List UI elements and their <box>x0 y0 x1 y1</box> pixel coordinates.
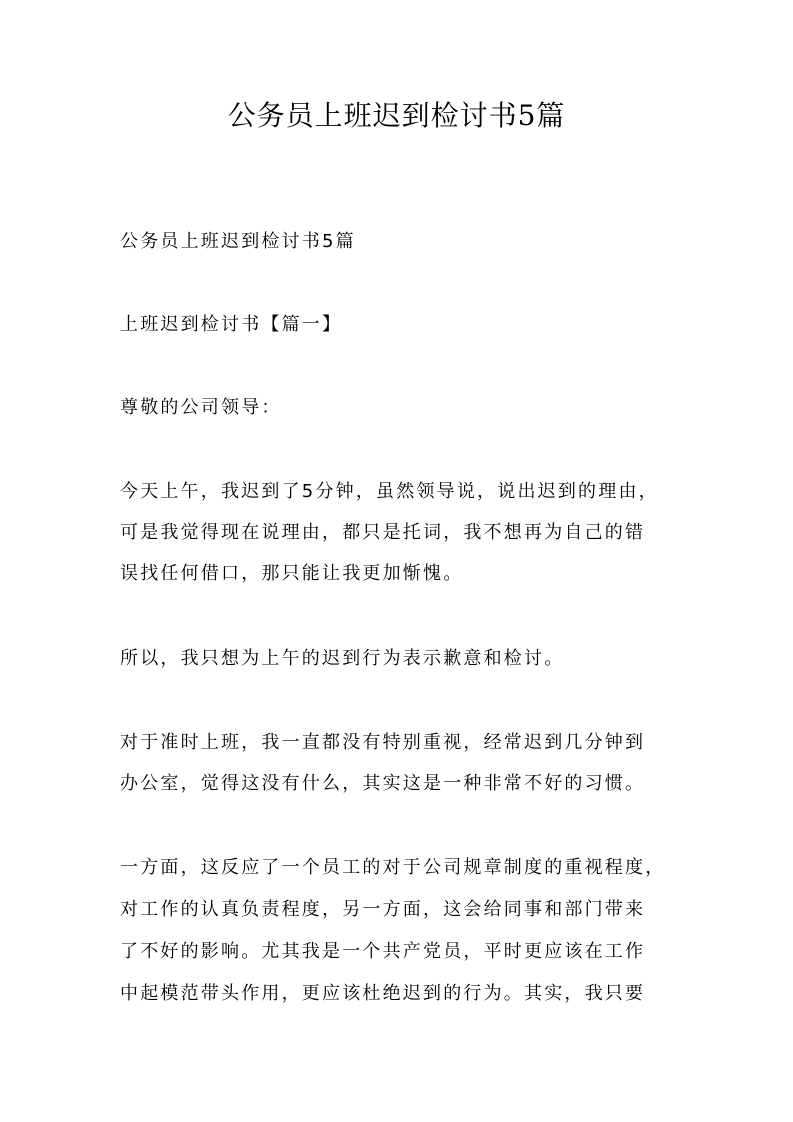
paragraph-line: 一方面，这反应了一个员工的对于公司规章制度的重视程度， <box>120 857 666 878</box>
paragraph-salutation <box>120 394 676 422</box>
paragraph-line: 所以，我只想为上午的迟到行为表示歉意和检讨。 <box>120 648 565 669</box>
paragraph-section-heading <box>120 311 676 339</box>
paragraph-1 <box>120 478 676 601</box>
paragraph-line: 中起模范带头作用，更应该杜绝迟到的行为。其实，我只要 <box>120 983 646 1004</box>
paragraph-line: 对工作的认真负责程度，另一方面，这会给同事和部门带来 <box>120 899 646 920</box>
paragraph-line: 尊敬的公司领导： <box>120 397 282 418</box>
paragraph-line: 误找任何借口，那只能让我更加惭愧。 <box>120 563 464 584</box>
paragraph-4 <box>120 854 676 1022</box>
paragraph-line: 对于准时上班，我一直都没有特别重视，经常迟到几分钟到 <box>120 732 646 753</box>
paragraph-2 <box>120 645 676 673</box>
paragraph-3 <box>120 729 676 811</box>
paragraph-line: 上班迟到检讨书【篇一】 <box>120 314 343 335</box>
paragraph-subtitle <box>120 228 676 256</box>
document-title: 公务员上班迟到检讨书5篇 <box>227 99 566 132</box>
paragraph-line: 今天上午，我迟到了5分钟，虽然领导说，说出迟到的理由， <box>120 481 659 502</box>
paragraph-line: 了不好的影响。尤其我是一个共产党员，平时更应该在工作 <box>120 941 646 962</box>
paragraph-line: 办公室，觉得这没有什么，其实这是一种非常不好的习惯。 <box>120 773 646 794</box>
paragraph-line: 可是我觉得现在说理由，都只是托词，我不想再为自己的错 <box>120 522 646 543</box>
paragraph-line: 公务员上班迟到检讨书5篇 <box>120 231 356 252</box>
